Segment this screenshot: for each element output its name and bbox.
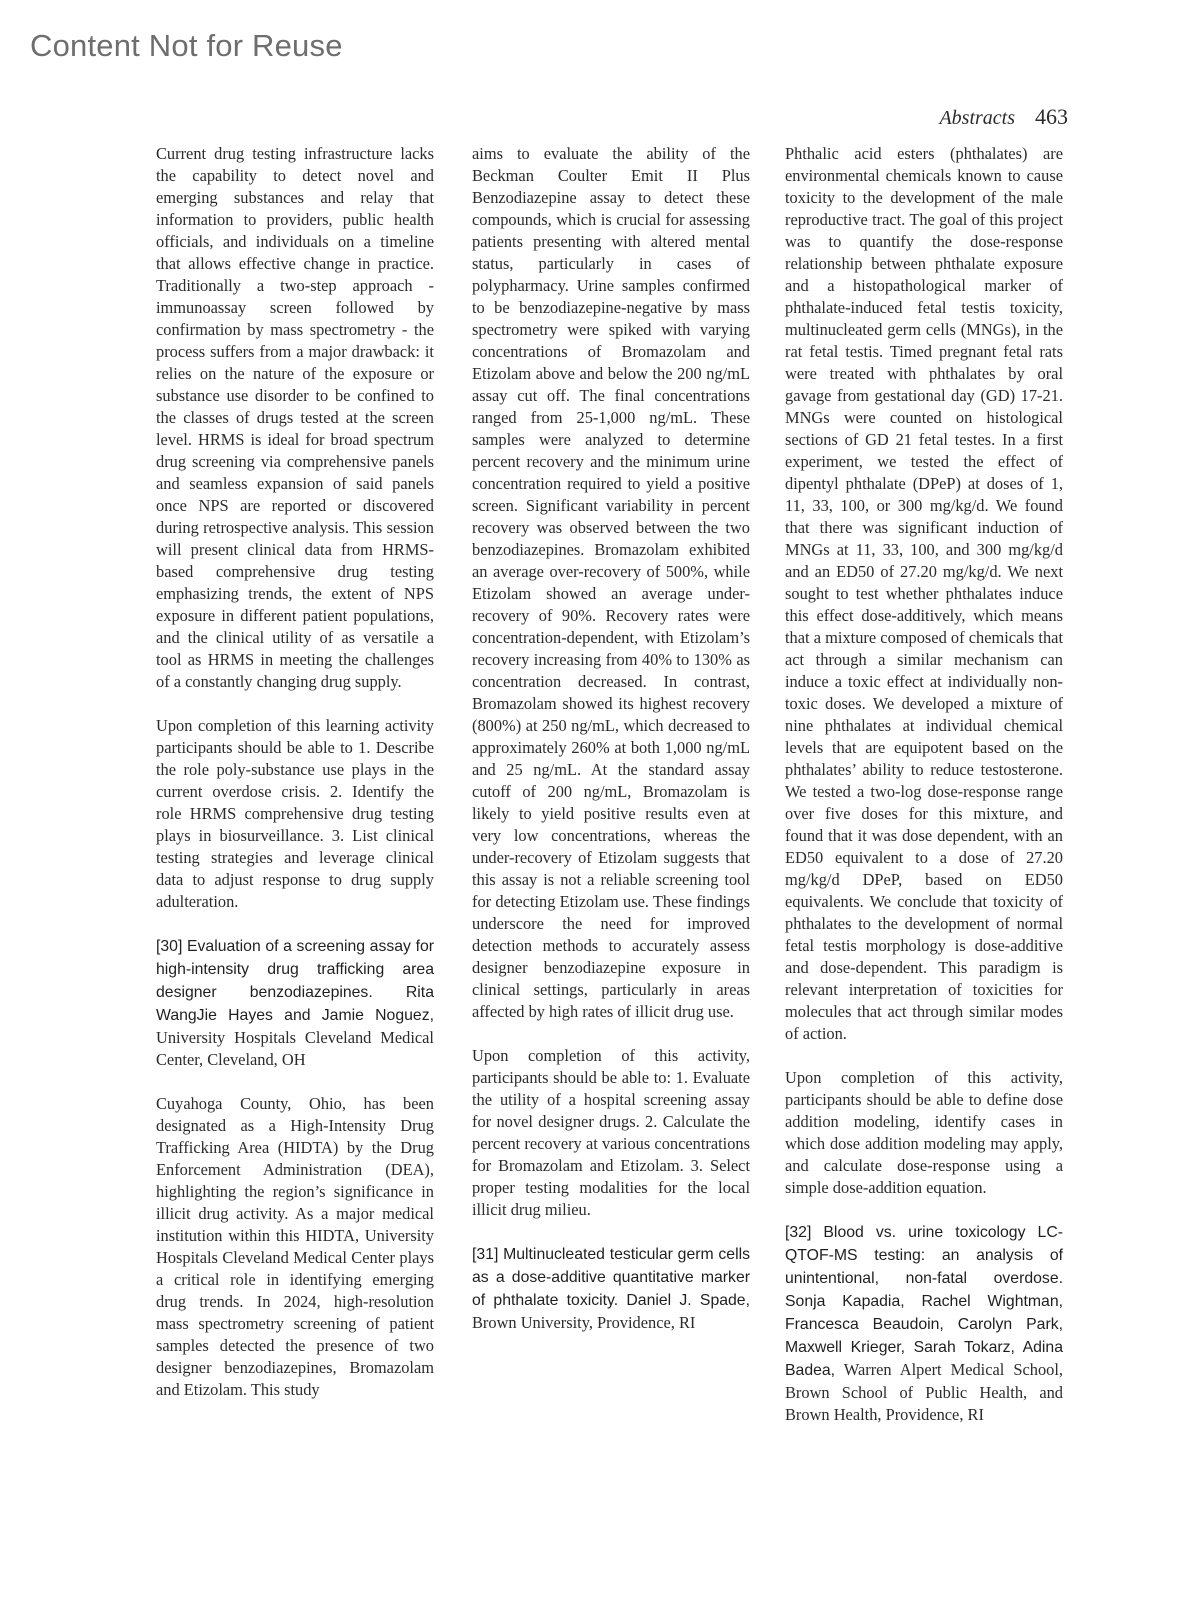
section-title: Abstracts <box>939 107 1015 129</box>
affiliation-30: University Hospitals Cleveland Medical Center, Cleveland, OH <box>156 1028 434 1069</box>
abstract-header-30 <box>156 935 434 1071</box>
body-paragraph: Phthalic acid esters (phthalates) are environmental chemicals known to cause toxicity to the development of the male reproductive tract. The goal of this project was to quantify the dose-response relationship between phthalate exposure and a histopathological marker of phthalate-induced fetal testis toxicity, multinucleated germ cells (MNGs), in the rat fetal testis. Timed pregnant fetal rats were treated with phthalates by oral gavage from gestational day (GD) 17-21. MNGs were counted on histological sections of GD 21 fetal testes. In a first experiment, we tested the effect of dipentyl phthalate (DPeP) at doses of 1, 11, 33, 100, or 300 mg/kg/d. We found that there was significant induction of MNGs at 11, 33, 100, and 300 mg/kg/d and an ED50 of 27.20 mg/kg/d. We next sought to test whether phthalates induce this effect dose-additively, which means that a mixture composed of chemicals that act through a similar mechanism can induce a toxic effect at individually non-toxic doses. We developed a mixture of nine phthalates at individual chemical levels that are equipotent based on the phthalates’ ability to reduce testosterone. We tested a two-log dose-response range over five doses for this mixture, and found that it was dose dependent, with an ED50 equivalent to a dose of 27.20 mg/kg/d DPeP, based on ED50 equivalents. We conclude that toxicity of phthalates to the development of normal fetal testis morphology is dose-additive and dose-dependent. This paradigm is relevant interpretation of toxicities for molecules that act through similar modes of action. <box>785 144 1063 1043</box>
abstract-header-32 <box>785 1221 1063 1426</box>
learning-objectives-paragraph: Upon completion of this activity, participants should be able to: 1. Evaluate the utility of a hospital screening assay for novel designer drugs. 2. Calculate the percent recovery at various concentrations for Bromazolam and Etizolam. 3. Select proper testing modalities for the local illicit drug milieu. <box>472 1046 750 1219</box>
learning-objectives-paragraph: Upon completion of this learning activity participants should be able to 1. Describe the role poly-substance use plays in the current overdose crisis. 2. Identify the role HRMS comprehensive drug testing plays in biosurveillance. 3. List clinical testing strategies and leverage clinical data to adjust response to drug supply adulteration. <box>156 716 434 911</box>
watermark-text: Content Not for Reuse <box>30 28 343 63</box>
abstract-title-31: [31] Multinucleated testicular germ cells as a dose-additive quantitative marker of phthalate toxicity. Daniel J. Spade, <box>472 1246 750 1309</box>
learning-objectives-paragraph: Upon completion of this activity, participants should be able to define dose addition modeling, identify cases in which dose addition modeling may apply, and calculate dose-response using a simple dose-addition equation. <box>785 1068 1063 1197</box>
affiliation-32: Warren Alpert Medical School, Brown School of Public Health, and Brown Health, Providence, RI <box>785 1360 1063 1424</box>
abstract-header-31 <box>472 1243 750 1334</box>
text-column-2 <box>472 143 750 1334</box>
text-column-3 <box>785 143 1063 1426</box>
body-paragraph: Current drug testing infrastructure lacks the capability to detect novel and emerging substances and relay that information to providers, public health officials, and individuals on a timeline that allows effective change in practice. Traditionally a two-step approach - immunoassay screen followed by confirmation by mass spectrometry - the process suffers from a major drawback: it relies on the nature of the exposure or substance use disorder to be confined to the classes of drugs tested at the screen level. HRMS is ideal for broad spectrum drug screening via comprehensive panels and seamless expansion of said panels once NPS are reported or discovered during retrospective analysis. This session will present clinical data from HRMS-based comprehensive drug testing emphasizing trends, the extent of NPS exposure in different patient populations, and the clinical utility of as versatile a tool as HRMS in meeting the challenges of a constantly changing drug supply. <box>156 144 434 691</box>
body-paragraph: Cuyahoga County, Ohio, has been designated as a High-Intensity Drug Trafficking Area (HIDTA) by the Drug Enforcement Administration (DEA), highlighting the region’s significance in illicit drug activity. As a major medical institution within this HIDTA, University Hospitals Cleveland Medical Center plays a critical role in identifying emerging drug trends. In 2024, high-resolution mass spectrometry screening of patient samples detected the presence of two designer benzodiazepines, Bromazolam and Etizolam. This study <box>156 1094 434 1399</box>
abstract-title-32: [32] Blood vs. urine toxicology LC-QTOF-MS testing: an analysis of unintentional, non-fatal overdose. Sonja Kapadia, Rachel Wightman, Francesca Beaudoin, Carolyn Park, Maxwell Krieger, Sarah Tokarz, Adina Badea, <box>785 1224 1063 1379</box>
abstract-title-30: [30] Evaluation of a screening assay for high-intensity drug trafficking area designer benzodiazepines. Rita WangJie Hayes and Jamie Noguez, <box>156 938 434 1024</box>
text-column-1 <box>156 143 434 1401</box>
page-number: 463 <box>1035 104 1068 129</box>
affiliation-31: Brown University, Providence, RI <box>472 1313 696 1332</box>
running-head <box>939 104 1068 130</box>
body-paragraph: aims to evaluate the ability of the Beckman Coulter Emit II Plus Benzodiazepine assay to detect these compounds, which is crucial for assessing patients presenting with altered mental status, particularly in cases of polypharmacy. Urine samples confirmed to be benzodiazepine-negative by mass spectrometry were spiked with varying concentrations of Bromazolam and Etizolam above and below the 200 ng/mL assay cut off. The final concentrations ranged from 25-1,000 ng/mL. These samples were analyzed to determine percent recovery and the minimum urine concentration required to yield a positive screen. Significant variability in percent recovery was observed between the two benzodiazepines. Bromazolam exhibited an average over-recovery of 500%, while Etizolam showed an average under-recovery of 90%. Recovery rates were concentration-dependent, with Etizolam’s recovery increasing from 40% to 130% as concentration decreased. In contrast, Bromazolam showed its highest recovery (800%) at 250 ng/mL, which decreased to approximately 260% at both 1,000 ng/mL and 25 ng/mL. At the standard assay cutoff of 200 ng/mL, Bromazolam is likely to yield positive results even at very low concentrations, whereas the under-recovery of Etizolam suggests that this assay is not a reliable screening tool for detecting Etizolam use. These findings underscore the need for improved detection methods to accurately assess designer benzodiazepine exposure in clinical settings, particularly in areas affected by high rates of illicit drug use. <box>472 144 750 1021</box>
